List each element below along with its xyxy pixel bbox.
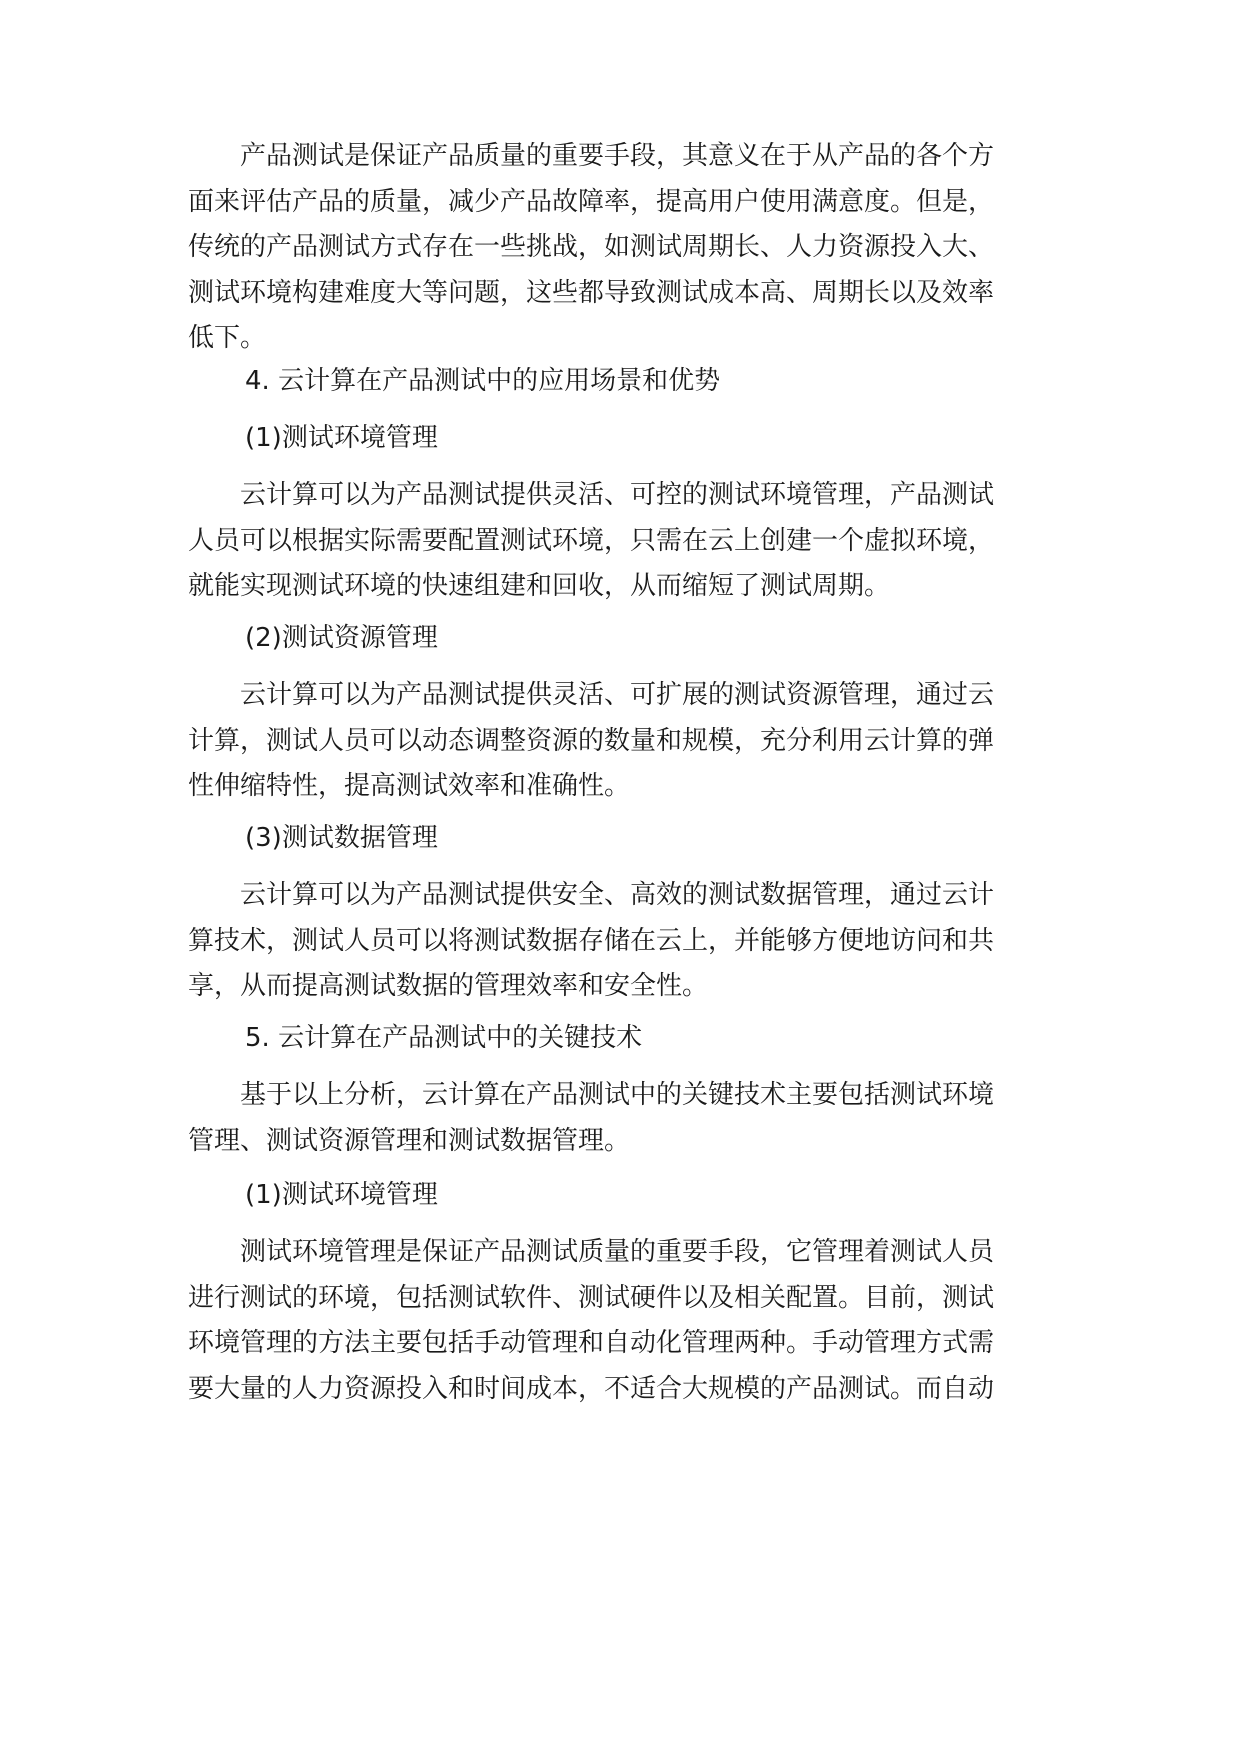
paragraph-line: 基于以上分析，云计算在产品测试中的关键技术主要包括测试环境 (188, 1080, 995, 1110)
section-heading: 5. 云计算在产品测试中的关键技术 (245, 1023, 643, 1053)
paragraph (188, 673, 1038, 810)
subsection-heading: (3)测试数据管理 (245, 823, 438, 853)
paragraph-line: 享，从而提高测试数据的管理效率和安全性。 (188, 971, 709, 1001)
paragraph (188, 1073, 1038, 1164)
paragraph-line: 就能实现测试环境的快速组建和回收，从而缩短了测试周期。 (188, 571, 891, 601)
paragraph-line: 要大量的人力资源投入和时间成本，不适合大规模的产品测试。而自动 (188, 1373, 995, 1404)
paragraph-line: 传统的产品测试方式存在一些挑战，如测试周期长、人力资源投入大、 (188, 232, 995, 262)
paragraph-line: 云计算可以为产品测试提供安全、高效的测试数据管理，通过云计 (188, 880, 995, 910)
paragraph-line: 环境管理的方法主要包括手动管理和自动化管理两种。手动管理方式需 (188, 1328, 995, 1358)
paragraph (188, 1230, 1038, 1412)
paragraph-line: 面来评估产品的质量，减少产品故障率，提高用户使用满意度。但是， (188, 186, 995, 217)
paragraph (188, 473, 1038, 610)
paragraph-line: 测试环境构建难度大等问题，这些都导致测试成本高、周期长以及效率 (188, 277, 995, 308)
subsection-heading: (1)测试环境管理 (245, 423, 438, 453)
paragraph-line: 测试环境管理是保证产品测试质量的重要手段，它管理着测试人员 (188, 1237, 995, 1267)
section-heading: 4. 云计算在产品测试中的应用场景和优势 (245, 366, 721, 396)
subsection-heading: (2)测试资源管理 (245, 623, 438, 653)
paragraph-line: 性伸缩特性，提高测试效率和准确性。 (188, 771, 631, 801)
paragraph-line: 产品测试是保证产品质量的重要手段，其意义在于从产品的各个方 (188, 141, 995, 171)
paragraph (188, 134, 1038, 362)
paragraph-line: 人员可以根据实际需要配置测试环境，只需在云上创建一个虚拟环境， (188, 525, 995, 556)
paragraph-line: 进行测试的环境，包括测试软件、测试硬件以及相关配置。目前，测试 (188, 1282, 995, 1313)
paragraph-line: 管理、测试资源管理和测试数据管理。 (188, 1125, 631, 1156)
paragraph-line: 低下。 (188, 323, 267, 353)
paragraph-line: 算技术，测试人员可以将测试数据存储在云上，并能够方便地访问和共 (188, 925, 995, 956)
paragraph-line: 云计算可以为产品测试提供灵活、可控的测试环境管理，产品测试 (188, 480, 995, 510)
subsection-heading: (1)测试环境管理 (245, 1180, 438, 1210)
paragraph (188, 873, 1038, 1010)
paragraph-line: 计算，测试人员可以动态调整资源的数量和规模，充分利用云计算的弹 (188, 725, 995, 756)
paragraph-line: 云计算可以为产品测试提供灵活、可扩展的测试资源管理，通过云 (188, 680, 995, 710)
